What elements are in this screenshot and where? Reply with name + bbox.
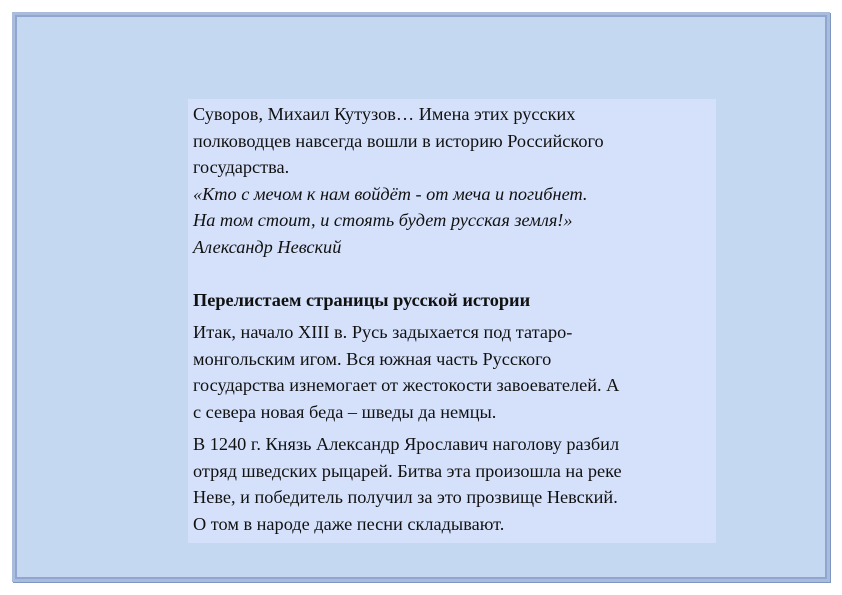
text-box [188,99,716,543]
nevsky-quote: «Кто с мечом к нам войдёт - от меча и погибнет. На том стоит, и стоять будет русская земля!» [193,183,588,230]
paragraph-2: В 1240 г. Князь Александр Ярославич наголову разбил отряд шведских рыцарей. Битва эта произошла на реке Неве, и победитель получил за это прозвище Невский. О том в народе даже песни складывают. [193,434,622,534]
intro-paragraph: Суворов, Михаил Кутузов… Имена этих русских полководцев навсегда вошли в историю Российского государства. [193,104,604,177]
section-heading: Перелистаем страницы русской истории [193,289,531,310]
slide-frame [12,12,830,582]
paragraph-1: Итак, начало XIII в. Русь задыхается под татаро- монгольским игом. Вся южная часть Русского государства изнемогает от жестокости завоевателей. А с севера новая беда – шведы да немцы. [193,322,620,422]
spacer [193,260,710,287]
quote-author: Александр Невский [193,236,342,257]
